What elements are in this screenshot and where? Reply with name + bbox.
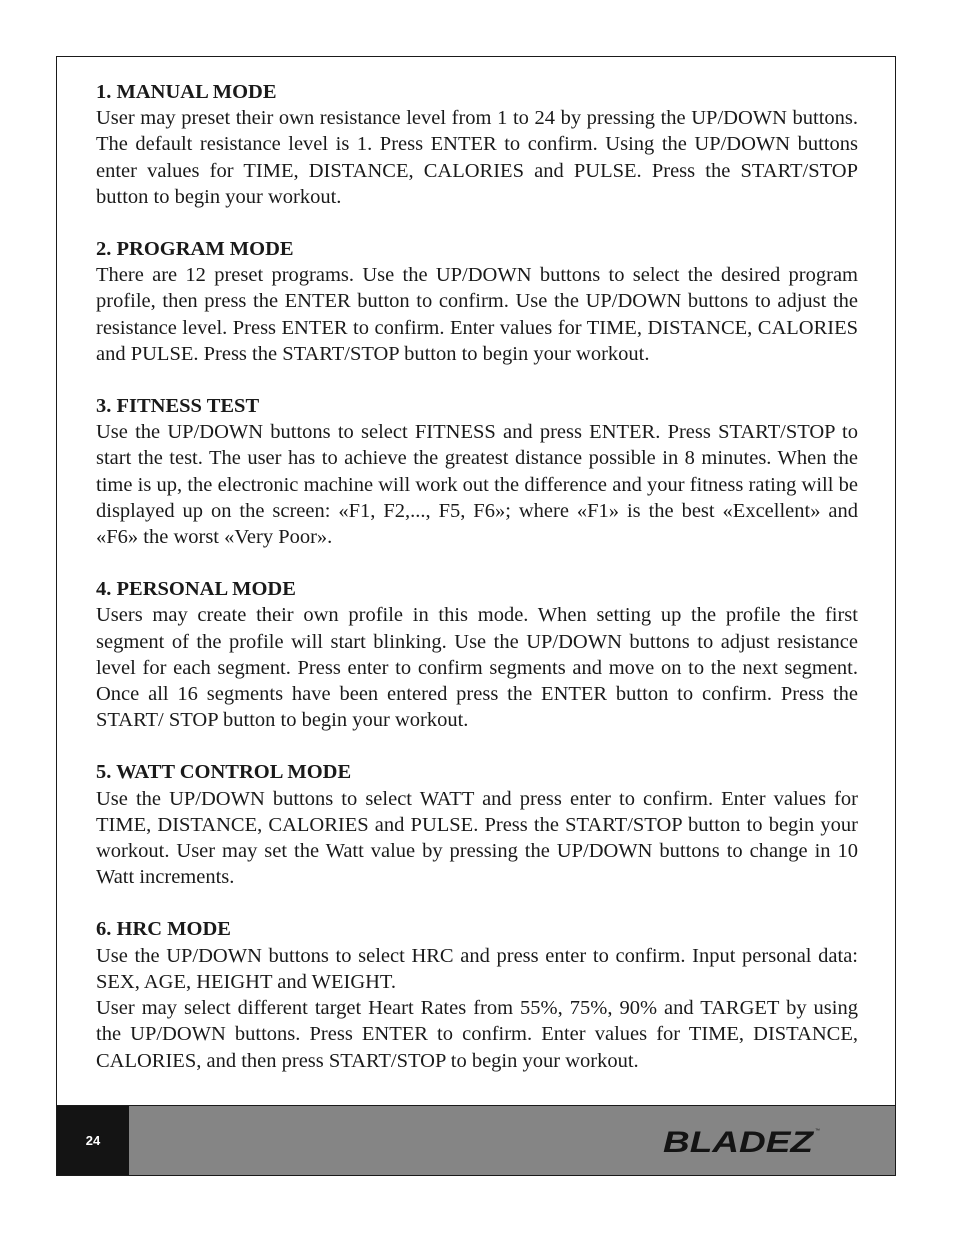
- page-footer: [57, 1105, 895, 1175]
- bladez-logo-icon: [661, 1124, 823, 1158]
- section-paragraph: Use the UP/DOWN buttons to select FITNESS and press ENTER. Press START/STOP to start the test. The user has to achieve the greatest distance possible in 8 minutes. When the time is up, the electronic machine will work out the difference and your fitness rating will be displayed up on the screen: «F1, F2,..., F5, F6»; where «F1» is the best «Excellent» and «F6» the worst «Very Poor».: [96, 421, 858, 549]
- section-watt-control-mode: [96, 759, 858, 890]
- section-heading: 4. PERSONAL MODE: [96, 578, 296, 601]
- brand-wordmark: BLADEZ: [663, 1126, 816, 1158]
- section-heading: 3. FITNESS TEST: [96, 395, 260, 418]
- section-heading: 6. HRC MODE: [96, 918, 231, 941]
- section-heading: 2. PROGRAM MODE: [96, 238, 294, 261]
- trademark-mark: ™: [815, 1128, 820, 1134]
- section-hrc-mode: [96, 916, 858, 1073]
- section-personal-mode: [96, 576, 858, 733]
- section-program-mode: [96, 236, 858, 367]
- section-paragraph: There are 12 preset programs. Use the UP/DOWN buttons to select the desired program profile, then press the ENTER button to confirm. Use the UP/DOWN buttons to adjust the resistance level. Press ENTER to confirm. Enter values for TIME, DISTANCE, CALORIES and PULSE. Press the START/STOP button to begin your workout.: [96, 264, 858, 365]
- section-manual-mode: [96, 79, 858, 210]
- section-paragraph: Use the UP/DOWN buttons to select HRC and press enter to confirm. Input personal data: SEX, AGE, HEIGHT and WEIGHT.: [96, 944, 858, 993]
- section-fitness-test: [96, 393, 858, 550]
- section-heading: 1. MANUAL MODE: [96, 81, 277, 103]
- page-content: [96, 79, 858, 1100]
- section-paragraph: User may select different target Heart Rates from 55%, 75%, 90% and TARGET by using the UP/DOWN buttons. Press ENTER to confirm. Enter values for TIME, DISTANCE, CALORIES, and then press START/STOP to begin your workout.: [96, 997, 858, 1072]
- section-paragraph: Users may create their own profile in this mode. When setting up the profile the first segment of the profile will start blinking. Use the UP/DOWN buttons to adjust resistance level for each segment. Press enter to confirm segments and move on to the next segment. Once all 16 segments have been entered press the ENTER button to confirm. Press the START/ STOP button to begin your workout.: [96, 604, 858, 732]
- page-frame: [56, 56, 896, 1176]
- page-number: 24: [57, 1106, 129, 1175]
- section-heading: 5. WATT CONTROL MODE: [96, 761, 352, 784]
- section-paragraph: User may preset their own resistance level from 1 to 24 by pressing the UP/DOWN buttons. The default resistance level is 1. Press ENTER to confirm. Using the UP/DOWN buttons enter values for TIME, DISTANCE, CALORIES and PULSE. Press the START/STOP button to begin your workout.: [96, 107, 858, 208]
- section-paragraph: Use the UP/DOWN buttons to select WATT and press enter to confirm. Enter values for TIME, DISTANCE, CALORIES and PULSE. Press the START/STOP button to begin your workout. User may set the Watt value by pressing the UP/DOWN buttons to change in 10 Watt increments.: [96, 787, 858, 889]
